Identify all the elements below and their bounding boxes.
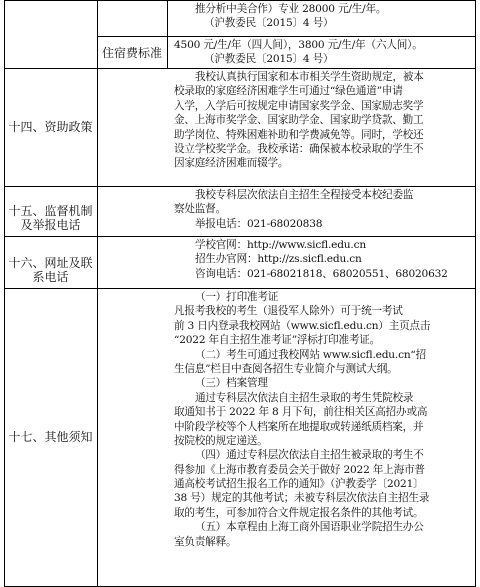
financial-aid-cell	[174, 70, 472, 171]
cell-line: 按院校的规定递送。	[174, 434, 268, 447]
cell-line: 招生办官网：http://zs.sicfl.edu.cn	[195, 253, 362, 266]
cell-line: （沪教委民〔2015〕4 号）	[204, 53, 334, 66]
cell-line: 取的考生，可参加符合文件规定报名条件的其他考试。	[174, 506, 424, 519]
cell-line: “2022 年自主招生准考证”浮标打印准考证。	[174, 334, 381, 347]
row-divider	[4, 236, 476, 237]
admission-charter-table	[4, 0, 476, 587]
row-divider	[4, 68, 476, 69]
cell-line: 学校官网：http://www.sicfl.edu.cn	[195, 239, 366, 251]
row-divider	[97, 36, 476, 37]
cell-line: 凡报考我校的考生（退役军人除外）可于统一考试	[174, 305, 403, 318]
cell-line: 推分析中美合作）专业 28000 元/生/年。	[195, 3, 387, 15]
cell-line: （五）本章程由上海工商外国语职业学院招生办公	[195, 521, 424, 534]
cell-line: 咨询电话：021-68021818、68020551、68020632	[195, 267, 448, 280]
cell-line: 取通知书于 2022 年 8 月下旬，前往相关区高招办或高	[174, 406, 428, 419]
cell-line: 举报电话：021-68020838	[195, 217, 323, 230]
other-notes-cell	[174, 290, 472, 549]
cell-line: 室负责解释。	[174, 535, 237, 548]
contact-cell	[174, 238, 472, 281]
section-label-other-notes: 十七、其他须知	[8, 430, 93, 444]
accommodation-label: 住宿费标准	[101, 46, 162, 60]
cell-line: 我校专科层次依法自主招生全程接受本校纪委监	[195, 189, 414, 201]
cell-line: 4500 元/生/年（四人间），3800 元/生/年（六人间）。	[174, 39, 423, 51]
section-label-contact: 十六、网址及联系电话	[8, 256, 93, 284]
cell-line: 前 3 日内登录我校网站（www.sicfl.edu.cn）主页点击	[174, 319, 431, 332]
cell-line: （四）通过专科层次依法自主招生被录取的考生不	[195, 449, 424, 462]
cell-line: 我校认真执行国家和本市相关学生资助规定，被本	[195, 71, 424, 83]
cell-line: 因家庭经济困难而辍学。	[174, 157, 289, 170]
row-divider	[4, 186, 476, 187]
cell-line: （沪教委民〔2015〕4 号）	[204, 17, 334, 30]
cell-line: 察处监督。	[174, 203, 226, 216]
cell-line: 通高校考试招生报名工作的通知》（沪教委学〔2021〕	[174, 478, 424, 491]
tuition-continued-cell	[174, 2, 472, 31]
cell-line: 通过专科层次依法自主招生录取的考生凭院校录	[195, 391, 414, 404]
supervision-cell	[174, 188, 472, 231]
table-border-top	[4, 0, 476, 1]
cell-line: （三）档案管理	[195, 377, 268, 390]
cell-line: 助学岗位、特殊困难补助和学费减免等。同时，学校还	[174, 128, 424, 141]
cell-line: （一）打印准考证	[195, 291, 279, 303]
section-label-financial-aid: 十四、资助政策	[8, 120, 93, 134]
cell-line: 生信息”栏目中查阅各招生专业简介与测试大纲。	[174, 362, 398, 375]
accommodation-cell	[174, 38, 472, 67]
column-divider	[97, 0, 98, 587]
sub-column-divider	[167, 0, 168, 68]
section-label-supervision: 十五、监督机制及举报电话	[8, 204, 93, 232]
table-border-left	[4, 0, 5, 587]
row-divider	[4, 288, 476, 289]
cell-line: 金、上海市奖学金、国家助学金、国家助学贷款、勤工	[174, 114, 424, 127]
cell-line: （二）考生可通过我校网站 www.sicfl.edu.cn“招	[195, 348, 427, 361]
table-border-right	[475, 0, 476, 587]
cell-line: 设立学校奖学金。我校承诺：确保被本校录取的学生不	[174, 142, 424, 155]
cell-line: 38 号）规定的其他考试；未被专科层次依法自主招生录	[174, 492, 430, 505]
cell-line: 入学，入学后可按规定申请国家奖学金、国家励志奖学	[174, 99, 424, 112]
cell-line: 校录取的家庭经济困难学生可通过“绿色通道”申请	[174, 85, 403, 98]
cell-line: 得参加《上海市教育委员会关于做好 2022 年上海市普	[174, 463, 425, 476]
cell-line: 中阶段学校等个人档案所在地提取或转递纸质档案，并	[174, 420, 424, 433]
